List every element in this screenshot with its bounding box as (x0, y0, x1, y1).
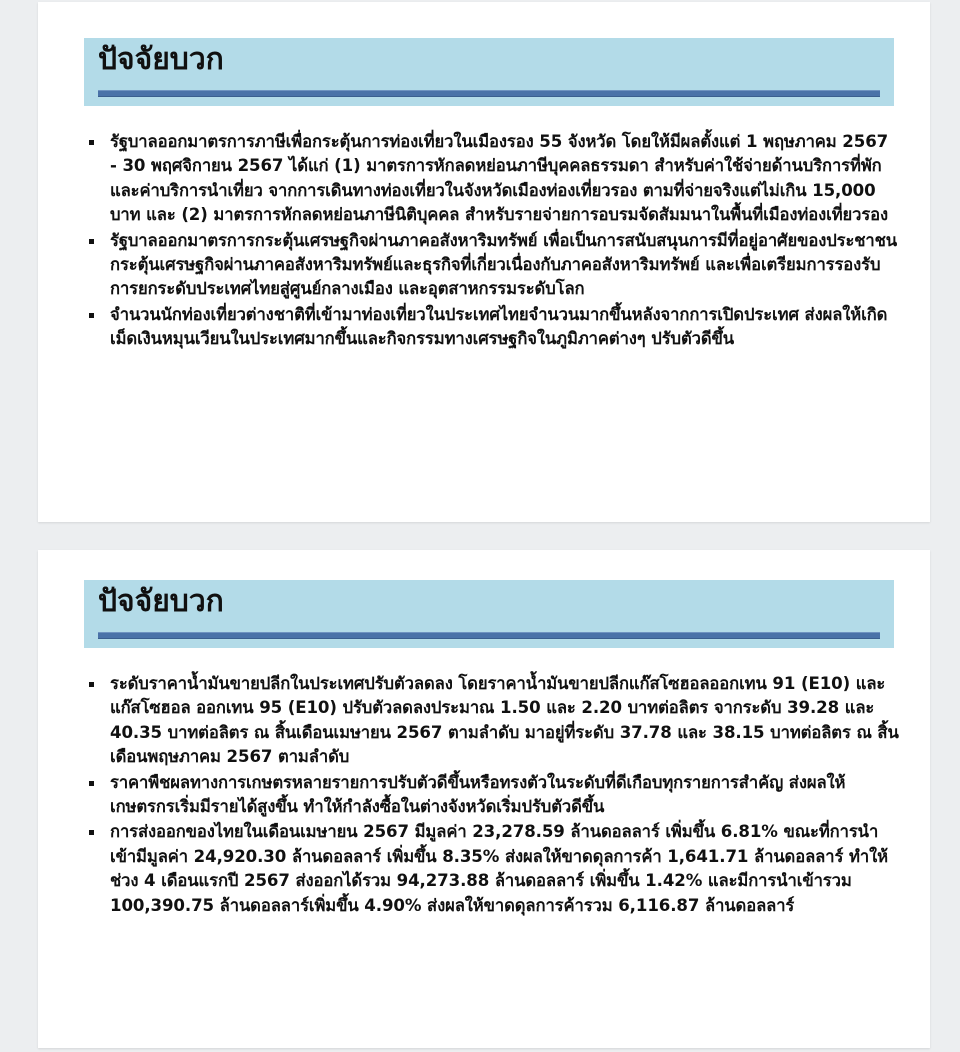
list-item (84, 130, 900, 228)
square-bullet-icon (89, 140, 94, 145)
square-bullet-icon (89, 781, 94, 786)
list-item (84, 820, 900, 918)
bullet-text: รัฐบาลออกมาตรการกระตุ้นเศรษฐกิจผ่านภาคอสังหาริมทรัพย์ เพื่อเป็นการสนับสนุนการมีที่อยู่อาศัยของประชาชน กระตุ้นเศรษฐกิจผ่านภาคอสังหาริมทรัพย์และธุรกิจที่เกี่ยวเนื่องกับภาคอสังหาริมทรัพย์ และเพื่อเตรียมการรองรับการยกระดับประเทศไทยสู่ศูนย์กลางเมือง และอุตสาหกรรมระดับโลก (110, 230, 898, 299)
slide-2-title: ปัจจัยบวก (98, 584, 224, 619)
square-bullet-icon (89, 313, 94, 318)
bullet-text: ราคาพืชผลทางการเกษตรหลายรายการปรับตัวดีขึ้นหรือทรงตัวในระดับที่ดีเกือบทุกรายการสำคัญ ส่งผลให้เกษตรกรเริ่มมีรายได้สูงขึ้น ทำให้กำลังซื้อในต่างจังหวัดเริ่มปรับตัวดีขึ้น (110, 772, 846, 816)
bullet-text: การส่งออกของไทยในเดือนเมษายน 2567 มีมูลค่า 23,278.59 ล้านดอลลาร์ เพิ่มขึ้น 6.81% ขณะที่การนำเข้ามีมูลค่า 24,920.30 ล้านดอลลาร์ เพิ่มขึ้น 8.35% ส่งผลให้ขาดดุลการค้า 1,641.71 ล้านดอลลาร์ ทำให้ช่วง 4 เดือนแรกปี 2567 ส่งออกได้รวม 94,273.88 ล้านดอลลาร์ เพิ่มขึ้น 1.42% และมีการนำเข้ารวม 100,390.75 ล้านดอลลาร์เพิ่มขึ้น 4.90% ส่งผลให้ขาดดุลการค้ารวม 6,116.87 ล้านดอลลาร์ (110, 822, 888, 915)
slide-2 (38, 550, 930, 1048)
list-item (84, 229, 900, 302)
square-bullet-icon (89, 682, 94, 687)
bullet-text: ระดับราคาน้ำมันขายปลีกในประเทศปรับตัวลดลง โดยราคาน้ำมันขายปลีกแก๊สโซฮอลออกเทน 91 (E10) และแก๊สโซฮอล ออกเทน 95 (E10) ปรับตัวลดลงประมาณ 1.50 และ 2.20 บาทต่อลิตร จากระดับ 39.28 และ 40.35 บาทต่อลิตร ณ สิ้นเดือนเมษายน 2567 ตามลำดับ มาอยู่ที่ระดับ 37.78 และ 38.15 บาทต่อลิตร ณ สิ้นเดือนพฤษภาคม 2567 ตามลำดับ (110, 674, 899, 767)
list-item (84, 303, 900, 352)
slide-1-bullet-list (84, 130, 900, 352)
list-item (84, 771, 900, 820)
slide-2-bullet-list (84, 672, 900, 918)
slide-1 (38, 2, 930, 522)
slide-viewer (0, 2, 960, 1052)
slide-2-title-rule (98, 632, 880, 639)
square-bullet-icon (89, 239, 94, 244)
bullet-text: รัฐบาลออกมาตรการภาษีเพื่อกระตุ้นการท่องเที่ยวในเมืองรอง 55 จังหวัด โดยให้มีผลตั้งแต่ 1 พฤษภาคม 2567 - 30 พฤศจิกายน 2567 ได้แก่ (1) มาตรการหักลดหย่อนภาษีบุคคลธรรมดา สำหรับค่าใช้จ่ายด้านบริการที่พัก และค่าบริการนำเที่ยว จากการเดินทางท่องเที่ยวในจังหวัดเมืองท่องเที่ยวรอง ตามที่จ่ายจริงแต่ไม่เกิน 15,000 บาท และ (2) มาตรการหักลดหย่อนภาษีนิติบุคคล สำหรับรายจ่ายการอบรมจัดสัมมนาในพื้นที่เมืองท่องเที่ยวรอง (110, 132, 889, 225)
list-item (84, 672, 900, 770)
slide-1-title-band (84, 38, 894, 106)
square-bullet-icon (89, 830, 94, 835)
slide-1-body (84, 130, 900, 353)
bullet-text: จำนวนนักท่องเที่ยวต่างชาติที่เข้ามาท่องเที่ยวในประเทศไทยจำนวนมากขึ้นหลังจากการเปิดประเทศ ส่งผลให้เกิดเม็ดเงินหมุนเวียนในประเทศมากขึ้นและกิจกรรมทางเศรษฐกิจในภูมิภาคต่างๆ ปรับตัวดีขึ้น (110, 304, 888, 349)
slide-2-title-band (84, 580, 894, 648)
slide-1-title-rule (98, 90, 880, 97)
slide-2-body (84, 672, 900, 919)
slide-1-title: ปัจจัยบวก (98, 42, 224, 77)
